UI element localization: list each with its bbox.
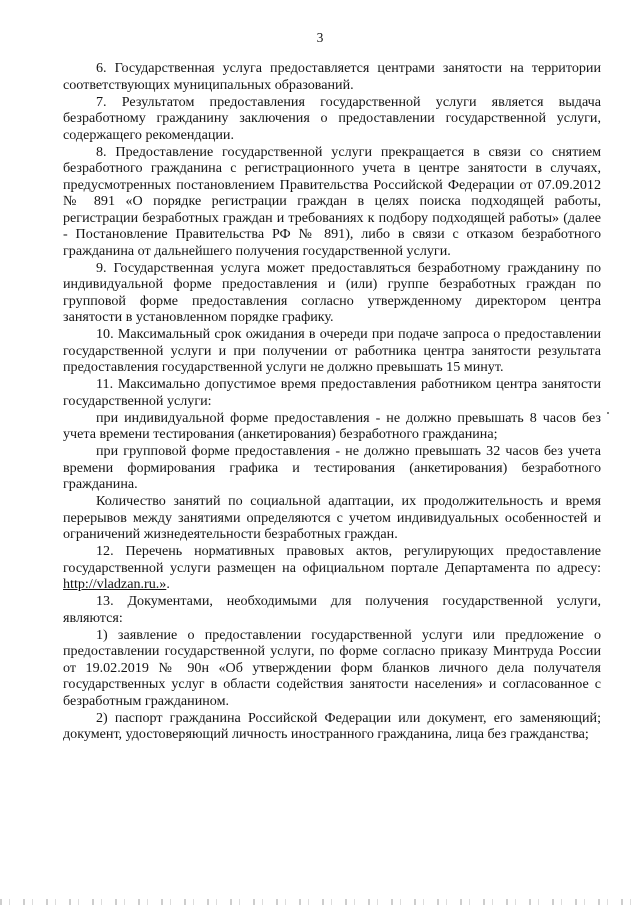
portal-link[interactable]: http://vladzan.ru.» xyxy=(63,576,167,592)
paragraph-12 xyxy=(63,543,601,593)
document-body xyxy=(63,60,601,743)
paragraph-9: 9. Государственная услуга может предоставляться безработному гражданину по индивидуальной форме предоставления и (или) группе безработных граждан по групповой форме предоставления согласно утвержденному директором центра занятости в установленном порядке графику. xyxy=(63,259,601,325)
paragraph-8: 8. Предоставление государственной услуги прекращается в связи со снятием безработного гражданина с регистрационного учета в центре занятости в случаях, предусмотренных постановлением Правительства Российской Федерации от 07.09.2012 № 891 «О порядке регистрации граждан в целях поиска подходящей работы, регистрации безработных граждан и требованиях к подбору подходящей работы» (далее - Постановление Правительства РФ № 891), либо в связи с отказом безработного гражданина от дальнейшего получения государственной услуги. xyxy=(63,143,601,259)
scan-speck xyxy=(607,412,609,414)
paragraph-12-end: . xyxy=(166,576,170,592)
paragraph-13-item-2: 2) паспорт гражданина Российской Федерации или документ, его заменяющий; документ, удостоверяющий личность иностранного гражданина, лица без гражданства; xyxy=(63,709,601,742)
paragraph-6: 6. Государственная услуга предоставляется центрами занятости на территории соответствующих муниципальных образований. xyxy=(63,60,601,93)
paragraph-10: 10. Максимальный срок ожидания в очереди при подаче запроса о предоставлении государственной услуги и при получении от работника центра занятости результата предоставления государственной услуги не должно превышать 15 минут. xyxy=(63,326,601,375)
paragraph-13-item-1: 1) заявление о предоставлении государственной услуги или предложение о предоставлении государственной услуги, по форме согласно приказу Минтруда России от 19.02.2019 № 90н «Об утверждении форм бланков личного дела получателя государственных услуг в области содействия занятости населения» и согласованное с безработным гражданином. xyxy=(63,626,601,709)
paragraph-11-individual: при индивидуальной форме предоставления - не должно превышать 8 часов без учета времени тестирования (анкетирования) безработного гражданина; xyxy=(63,409,601,442)
paragraph-adaptation: Количество занятий по социальной адаптации, их продолжительность и время перерывов между занятиями определяются с учетом индивидуальных особенностей и ограничений жизнедеятельности безработных граждан. xyxy=(63,493,601,542)
paragraph-7: 7. Результатом предоставления государственной услуги является выдача безработному гражданину заключения о предоставлении государственной услуги, содержащего рекомендации. xyxy=(63,93,601,143)
page-number: 3 xyxy=(316,30,324,45)
paragraph-11-group: при групповой форме предоставления - не должно превышать 32 часов без учета времени формирования графика и тестирования (анкетирования) безработного гражданина. xyxy=(63,443,601,492)
paragraph-11: 11. Максимально допустимое время предоставления работником центра занятости государственной услуги: xyxy=(63,376,601,409)
paragraph-12-text: 12. Перечень нормативных правовых актов, регулирующих предоставление государственной услуги размещен на официальном портале Департамента по адресу: xyxy=(63,543,601,576)
scan-edge-artifact xyxy=(0,899,640,905)
paragraph-13: 13. Документами, необходимыми для получения государственной услуги, являются: xyxy=(63,593,601,626)
